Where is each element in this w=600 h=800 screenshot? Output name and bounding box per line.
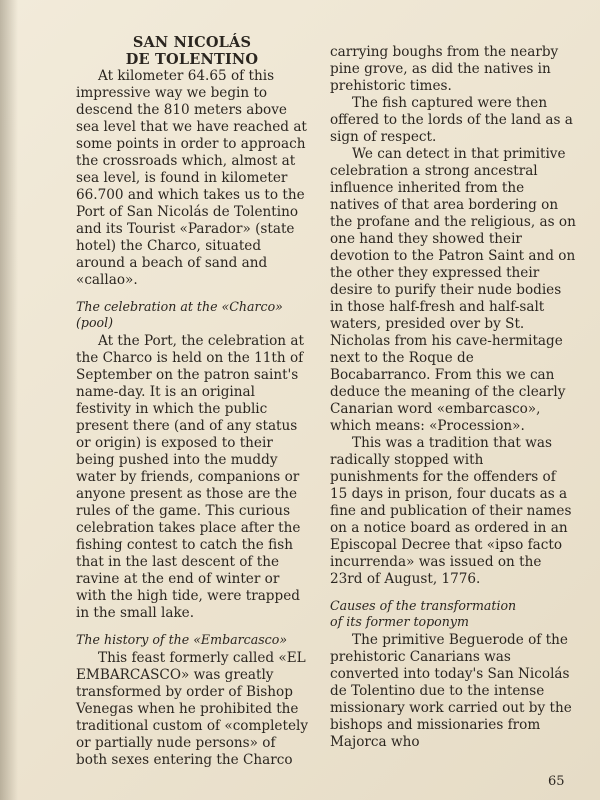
subheading-causes — [330, 598, 576, 630]
heading-line-1: SAN NICOLÁS — [132, 34, 252, 51]
paragraph-history: This feast formerly called «EL EMBARCASCO» was greatly transformed by order of Bishop Venegas when he prohibited the traditional custom of «completely or partially nude persons» of both sexes entering the Charco — [76, 650, 309, 768]
page-gutter-shadow — [0, 0, 18, 800]
right-column — [330, 44, 576, 751]
left-column — [76, 34, 308, 769]
paragraph-influence: We can detect in that primitive celebration a strong ancestral influence inherited from the natives of that area bordering on the profane and the religious, as on one hand they showed their devotion to the Patron Saint and on the other they expressed their desire to purify their nude bodies in those half-fresh and half-salt waters, presided over by St. Nicholas from his cave-hermitage next to the Roque de Bocabarranco. From this we can deduce the meaning of the clearly Canarian word «embarcasco», which means: «Procession». — [330, 146, 576, 434]
subheading-history: The history of the «Embarcasco» — [76, 632, 288, 647]
section-heading — [76, 34, 308, 68]
paragraph-celebration: At the Port, the celebration at the Charco is held on the 11th of September on the patron saint's name-day. It is an original festivity in which the public present there (and of any status or origin) is exposed to their being pushed into the muddy water by friends, companions or anyone present as those are the rules of the game. This curious celebration takes place after the fishing contest to catch the fish that in the last descent of the ravine at the end of winter or with the high tide, were trapped in the small lake. — [76, 333, 304, 621]
paragraph-intro: At kilometer 64.65 of this impressive way we begin to descend the 810 meters above sea level that we have reached at some points in order to approach the crossroads which, almost at sea level, is found in kilometer 66.700 and which takes us to the Port of San Nicolás de Tolentino and its Tourist «Parador» (state hotel) the Charco, situated around a beach of sand and «callao». — [76, 68, 307, 288]
heading-line-2: DE TOLENTINO — [125, 51, 259, 68]
subheading-causes-line-2: of its former toponym — [330, 614, 469, 629]
page-number: 65 — [548, 774, 565, 789]
paragraph-causes: The primitive Beguerode of the prehistoric Canarians was converted into today's San Nicolás de Tolentino due to the intense missionary work carried out by the bishops and missionaries from Majorca who — [330, 632, 572, 750]
paragraph-continued: carrying boughs from the nearby pine grove, as did the natives in prehistoric times. — [330, 44, 559, 94]
paragraph-tradition: This was a tradition that was radically stopped with punishments for the offenders of 15 days in prison, four ducats as a fine and publication of their names on a notice board as ordered in an Episcopal Decree that «ipso facto incurrenda» was issued on the 23rd of August, 1776. — [330, 435, 572, 587]
subheading-celebration: The celebration at the «Charco» (pool) — [76, 299, 283, 330]
paragraph-fish: The fish captured were then offered to the lords of the land as a sign of respect. — [330, 95, 573, 145]
subheading-causes-line-1: Causes of the transformation — [330, 598, 517, 613]
